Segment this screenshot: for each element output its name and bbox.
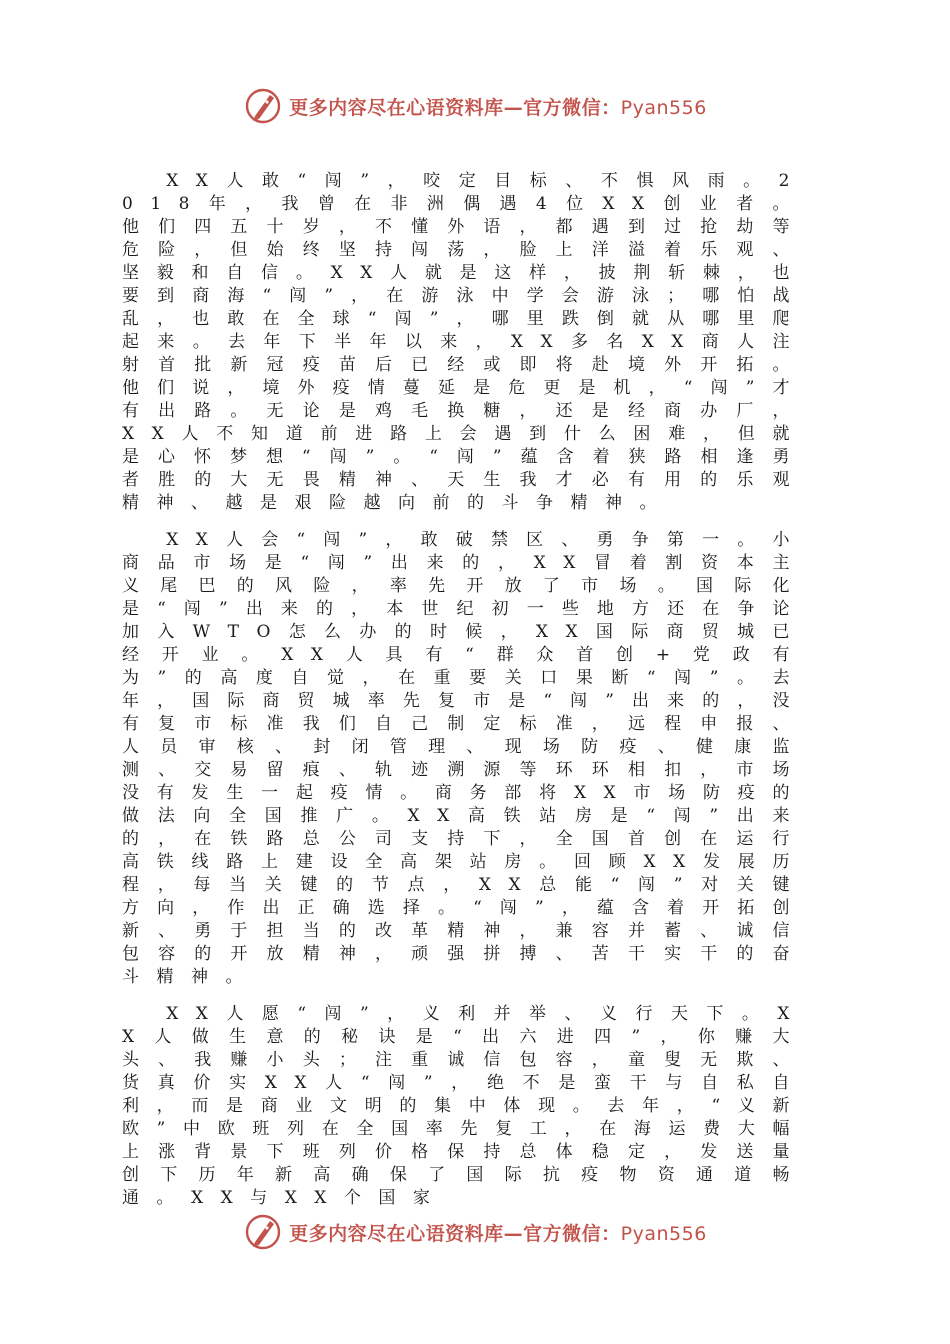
document-body <box>122 170 807 1224</box>
footer-wechat-id: Pyan556 <box>620 1222 707 1245</box>
paragraph-2: XX人会“闯”，敢破禁区、勇争第一。小商品市场是“闯”出来的，XX冒着割资本主义尾巴的风险，率先开放了市场。国际化是“闯”出来的，本世纪初一些地方还在争论加入WTO怎么办的时候，XX国际商贸城已经开业。XX人具有“群众首创+党政有为”的高度自觉，在重要关口果断“闯”。去年，国际商贸城率先复市是“闯”出来的，没有复市标准我们自己制定标准，远程申报、人员审核、封闭管理、现场防疫、健康监测、交易留痕、轨迹溯源等环环相扣，市场没有发生一起疫情。商务部将XX市场防疫的做法向全国推广。XX高铁站房是“闯”出来的，在铁路总公司支持下，全国首创在运行高铁线路上建设全高架站房。回顾XX发展历程，每当关键的节点，XX总能“闯”对关键方向，作出正确选择。“闯”，蕴含着开拓创新、勇于担当的改革精神，兼容并蓄、诚信包容的开放精神，顽强拼搏、苦干实干的奋斗精神。 <box>122 530 807 987</box>
header-banner-text <box>289 93 707 120</box>
paragraph-1: XX人敢“闯”，咬定目标、不惧风雨。2018年，我曾在非洲偶遇4位XX创业者。他们四五十岁，不懂外语，都遇到过抢劫等危险，但始终坚持闯荡，脸上洋溢着乐观、坚毅和自信。XX人就是这样，披荆斩棘，也要到商海“闯”，在游泳中学会游泳；哪怕战乱，也敢在全球“闯”，哪里跌倒就从哪里爬起来。去年下半年以来，XX多名XX商人注射首批新冠疫苗后已经或即将赴境外开拓。他们说，境外疫情蔓延是危更是机，“闯”才有出路。无论是鸡毛换糖，还是经商办厂，XX人不知道前进路上会遇到什么困难，但就是心怀梦想“闯”。“闯”蕴含着狭路相逢勇者胜的大无畏精神、天生我才必有用的乐观精神、越是艰险越向前的斗争精神。 <box>122 171 807 513</box>
pen-nib-circle-icon <box>243 1212 283 1252</box>
header-wechat-id: Pyan556 <box>620 96 707 119</box>
pen-nib-circle-icon <box>243 86 283 126</box>
header-banner-label: 更多内容尽在心语资料库—官方微信： <box>289 96 621 119</box>
footer-banner <box>0 1210 950 1254</box>
footer-banner-label: 更多内容尽在心语资料库—官方微信： <box>289 1222 621 1245</box>
header-banner <box>0 84 950 128</box>
paragraph-3: XX人愿“闯”，义利并举、义行天下。XX人做生意的秘诀是“出六进四”，你赚大头、我赚小头；注重诚信包容，童叟无欺、货真价实XX人“闯”，绝不是蛮干与自私自利，而是商业文明的集中体现。去年，“义新欧”中欧班列在全国率先复工，在海运费大幅上涨背景下班列价格保持总体稳定，发送量创下历年新高确保了国际抗疫物资通道畅通。XX与XX个国家 <box>122 1004 807 1208</box>
footer-banner-text <box>289 1219 707 1246</box>
